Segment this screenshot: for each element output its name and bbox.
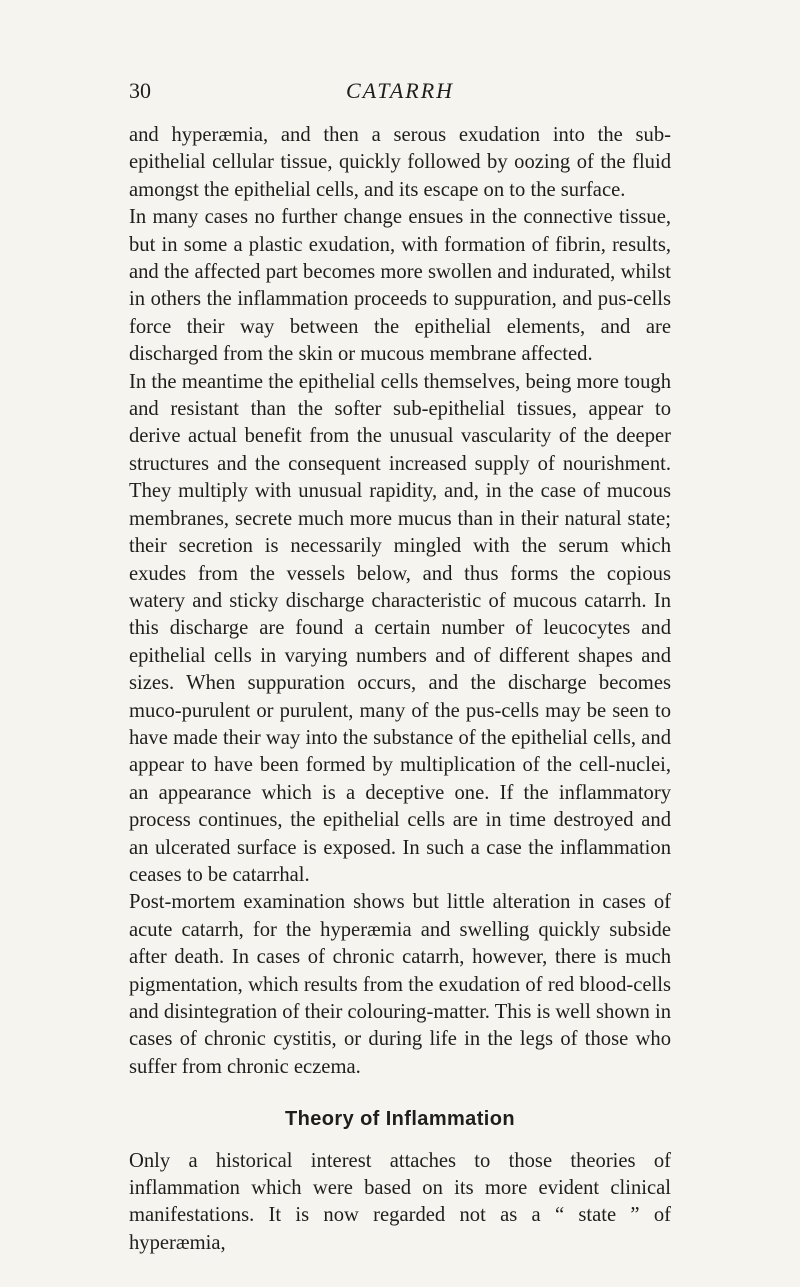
page-number: 30 [129,78,151,103]
page-header [129,78,671,118]
paragraph-post-mortem: Post-mortem examination shows but little alteration in cases of acute catarrh, for the hyperæmia and swelling quickly subside after death. In cases of chronic catarrh, however, there is much pigmentation, which results from the exudation of red blood-cells and disintegration of their colouring-matter. This is well shown in cases of chronic cystitis, or during life in the legs of those who suffer from chronic eczema. [129,891,671,1078]
body-text [129,122,671,1257]
paragraph-epithelial-cells: In the meantime the epithelial cells themselves, being more tough and resistant than the softer sub-epithelial tissues, appear to derive actual benefit from the unusual vascularity of the deeper structures and the consequent increased supply of nourishment. They multiply with unusual rapidity, and, in the case of mucous membranes, secrete much more mucus than in their natural state; their secretion is necessarily mingled with the serum which exudes from the vessels below, and thus forms the copious watery and sticky discharge characteristic of mucous catarrh. In this discharge are found a certain number of leucocytes and epithelial cells in varying numbers and of different shapes and sizes. When suppuration occurs, and the discharge becomes muco-purulent or purulent, many of the pus-cells may be seen to have made their way into the substance of the epithelial cells, and appear to have been formed by multiplication of the cell-nuclei, an appearance which is a deceptive one. If the inflammatory process continues, the epithelial cells are in time destroyed and an ulcerated surface is exposed. In such a case the inflammation ceases to be catarrhal. [129,370,671,886]
paragraph-connective-tissue: In many cases no further change ensues in the connective tissue, but in some a plastic exudation, with formation of fibrin, results, and the affected part becomes more swollen and indurated, whilst in others the inflammation proceeds to suppuration, and pus-cells force their way between the epithelial elements, and are discharged from the skin or mucous membrane affected. [129,206,671,366]
section-heading: Theory of Inflammation [285,1108,515,1131]
paragraph-theory: Only a historical interest attaches to those theories of inflammation which were based on its more evident clinical manifestations. It is now regarded not as a “ state ” of hyperæmia, [129,1149,671,1254]
running-head: CATARRH [345,78,455,103]
paragraph-continuation: and hyperæmia, and then a serous exudation into the sub-epithelial cellular tissue, quickly followed by oozing of the fluid amongst the epithelial cells, and its escape on to the surface. [129,124,671,201]
